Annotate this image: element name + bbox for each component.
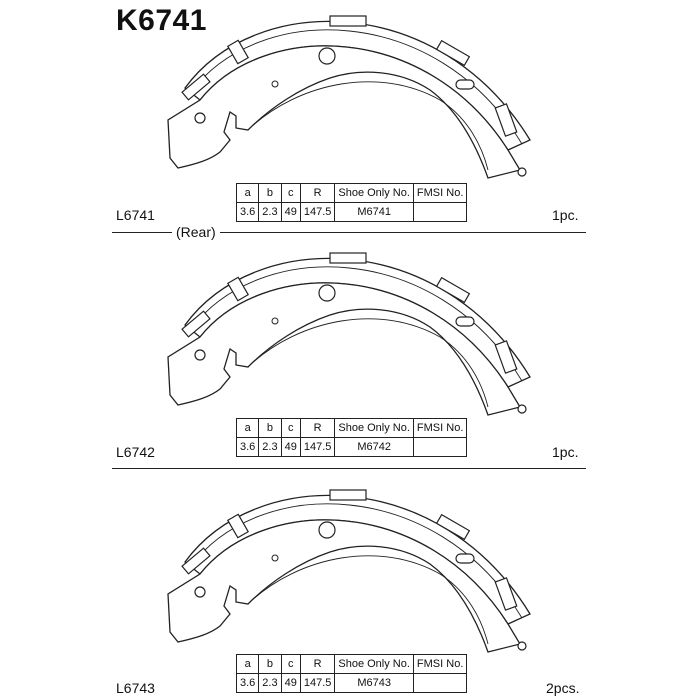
table-row [237,203,467,222]
value-a: 3.6 [237,203,259,222]
kit-title: K6741 [116,4,207,37]
value-shoe-only-no: M6741 [335,203,414,222]
table-row [237,438,467,457]
header-a: a [237,184,259,203]
value-b: 2.3 [259,674,281,693]
header-shoe-only-no: Shoe Only No. [335,655,414,674]
header-r: R [300,419,335,438]
table-header-row [237,184,467,203]
value-a: 3.6 [237,674,259,693]
header-c: c [281,184,300,203]
table-row [237,674,467,693]
shoe-label-1: L6741 [116,207,155,223]
header-c: c [281,419,300,438]
header-b: b [259,419,281,438]
header-b: b [259,655,281,674]
brake-shoe-drawing-3 [168,490,530,652]
shoe-label-2: L6742 [116,444,155,460]
header-a: a [237,419,259,438]
header-shoe-only-no: Shoe Only No. [335,184,414,203]
divider-2 [112,468,586,469]
table-header-row [237,419,467,438]
value-shoe-only-no: M6742 [335,438,414,457]
value-r: 147.5 [300,674,335,693]
header-r: R [300,655,335,674]
header-fmsi-no: FMSI No. [413,184,466,203]
value-c: 49 [281,203,300,222]
header-fmsi-no: FMSI No. [413,419,466,438]
value-fmsi-no [413,674,466,693]
header-c: c [281,655,300,674]
spec-table-1 [236,183,467,222]
value-r: 147.5 [300,438,335,457]
position-note: (Rear) [172,224,220,240]
value-c: 49 [281,674,300,693]
brake-shoe-drawing-1 [168,16,530,178]
header-shoe-only-no: Shoe Only No. [335,419,414,438]
header-a: a [237,655,259,674]
value-b: 2.3 [259,438,281,457]
header-r: R [300,184,335,203]
brake-shoe-drawing-2 [168,253,530,415]
spec-table-3 [236,654,467,693]
table-header-row [237,655,467,674]
quantity-3: 2pcs. [546,680,580,696]
quantity-2: 1pc. [552,444,579,460]
value-b: 2.3 [259,203,281,222]
header-b: b [259,184,281,203]
header-fmsi-no: FMSI No. [413,655,466,674]
value-fmsi-no [413,438,466,457]
value-a: 3.6 [237,438,259,457]
value-r: 147.5 [300,203,335,222]
value-shoe-only-no: M6743 [335,674,414,693]
quantity-1: 1pc. [552,207,579,223]
value-c: 49 [281,438,300,457]
shoe-label-3: L6743 [116,680,155,696]
spec-table-2 [236,418,467,457]
value-fmsi-no [413,203,466,222]
